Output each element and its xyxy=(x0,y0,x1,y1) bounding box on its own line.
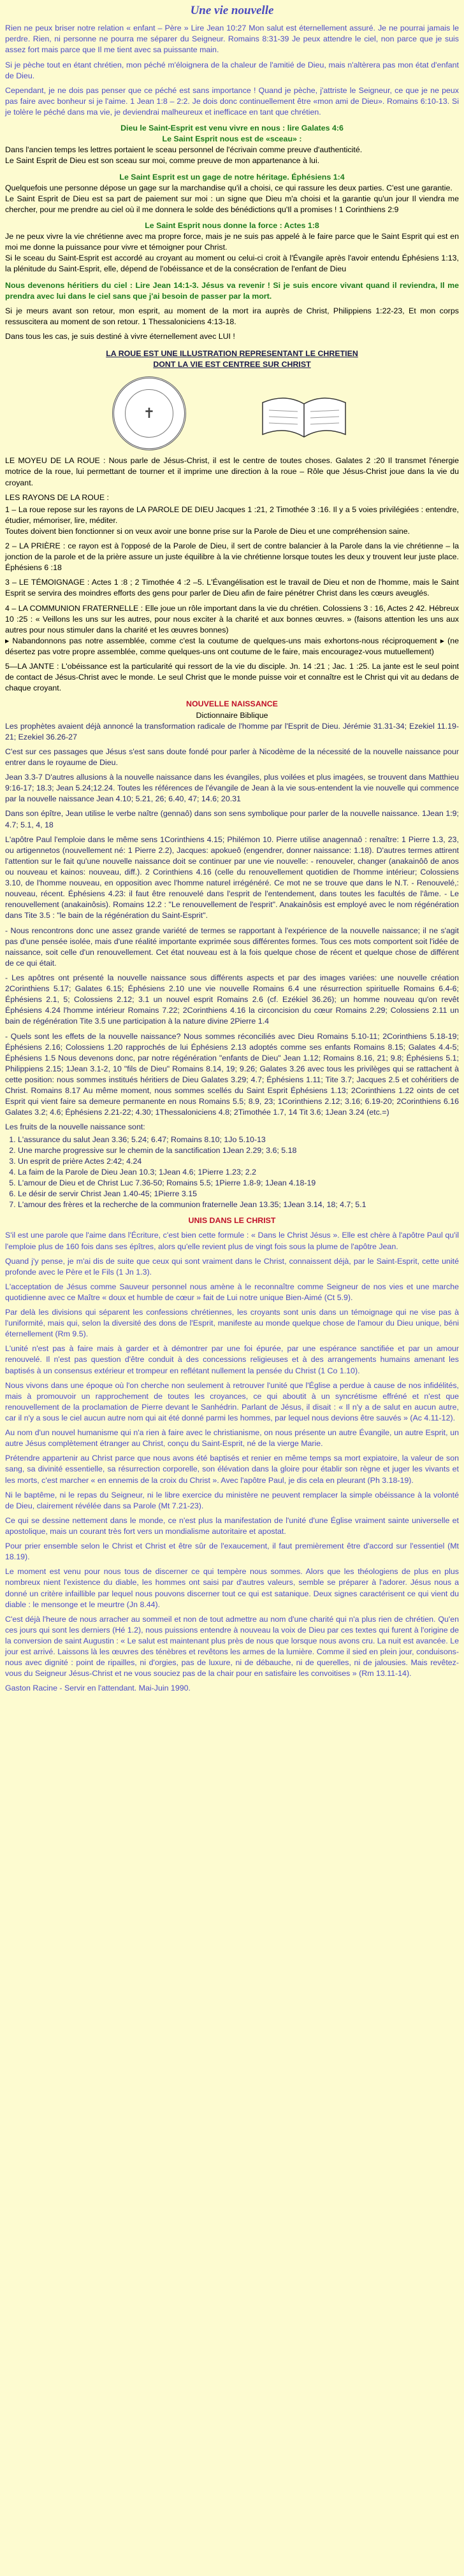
section-heading: Le Saint Esprit est un gage de notre héritage. Éphésiens 1:4 xyxy=(119,172,345,182)
nn-paragraph: - Nous rencontrons donc une assez grande variété de termes se rapportant à l'expérience de la nouvelle naissance; il ne s'agit pas d'une pensée isolée, mais d'une réalité importante exprimée sous différentes formes. Tous ces mots comportent soit l'idée de naissance, soit celle d'un renouvellement. Cet état nouveau est à la fois quelque chose de récent et quelque chose de différent de ce qui était. xyxy=(5,926,459,968)
unis-paragraph: L'acceptation de Jésus comme Sauveur personnel nous amène à le reconnaître comme Seigneur de nos vies et une marche quotidienne avec ce Maître « doux et humble de cœur » fait de Lui notre unique Bien-Aimé (Ct 5.9). xyxy=(5,1282,459,1302)
rayon-4-detail: ▸ Nabandonnons pas notre assemblée, comme c'est la coutume de quelques-uns mais exhortons-nous réciproquement ▸ (ne désertez pas votre propre assemblée, comme quelques-uns ont coutume de le faire, mais encouragez-vous mutuellement) xyxy=(5,636,459,657)
nn-paragraph: L'apôtre Paul l'emploie dans le même sens 1Corinthiens 4.15; Philémon 10. Pierre utilise anagennaô : renaître: 1 Pierre 1.3, 23, ou artigennetos (nouvellement né: 1 Pierre 2.2), Jacques: apokueô (engendrer, donner naissance: 1.18). D'autres termes attirent l'attention sur le fait qu'une nouvelle naissance doit se continuer par une vie nouvelle: - renouveler, changer (anakainôô de anos ou nouveau et kainos: nouveau, diff.). 2 Corinthiens 4.16 (celle du renouvellement quotidien de l'homme intérieur; Colossiens 3.10, de l'homme nouveau, en opposition avec l'homme naturel irrégénéré. Ce mot ne se trouve que dans le N.T. - Renouvelé,: nouveau, récent. Éphésiens 4.23: il faut être renouvelé dans l'esprit de l'entendement, dans toutes les facultés de l'âme. - Le renouvellement (anakainôsis). Romains 12.2 : "Le renouvellement de l'esprit". Anakainôsis est employé avec le nom régénération dans Tite 3.5 : "le bain de la régénération du Saint-Esprit". xyxy=(5,834,459,920)
section-heading: NOUVELLE NAISSANCE xyxy=(186,699,278,709)
section-paragraph: Je ne peux vivre la vie chrétienne avec ma propre force, mais je ne suis pas appelé à le faire parce que le Saint Esprit qui est en moi me donne la puissance pour vivre et témoigner pour Christ. xyxy=(5,232,459,252)
wheel-illustration xyxy=(5,376,459,450)
unis-paragraph: Nous vivons dans une époque où l'on cherche non seulement à retrouver l'unité que l'Église a perdue à cause de nos infidélités, mais à promouvoir un rapprochement de toutes les croyances, ce qui aboutit à un syncrétisme effréné et n'est que renouvellement de la proclamation de Pierre devant le Sanhédrin. Parlant de Jésus, il disait : « Il n'y a de salut en aucun autre, car il n'y a sous le ciel aucun autre nom qui ait été donné parmi les hommes, par lequel nous devions être sauvés » (Ac 4.11-12). xyxy=(5,1380,459,1423)
unis-paragraph: Prétendre appartenir au Christ parce que nous avons été baptisés et renier en même temps sa mort expiatoire, la valeur de son sang, sa divinité essentielle, sa résurrection corporelle, son élévation dans la gloire pour établir son règne et juger les vivants et les morts, c'est marcher « en ennemis de la croix du Christ ». Avec l'apôtre Paul, je dis cela en pleurant (Ph 3.18-19). xyxy=(5,1454,459,1485)
section-heading: Le Saint Esprit nous donne la force : Actes 1:8 xyxy=(145,220,319,230)
unis-paragraph: Le moment est venu pour nous tous de discerner ce qui tempère nous sommes. Alors que les théologiens de plus en plus nombreux nient l'existence du diable, les hommes ont saisi par d'autres valeurs, semble se préparer à l'adorer. Jésus nous a donné un critère infaillible par lequel nous pouvons discerner tout ce qui est satanique. Deux signes caractérisent ce qui vient du diable : le mensonge et le meurtre (Jn 8.44). xyxy=(5,1567,459,1609)
rayon-2: 2 – LA PRIÈRE : ce rayon est à l'opposé de la Parole de Dieu, il sert de contre balancier à la Parole dans la vie chrétienne – la jonction de la parole et de la prière assure un juste équilibre à la vie chrétienne lorsque toutes les deux y trouvent leur juste place. Éphésiens 6 :18 xyxy=(5,541,459,573)
wheel-heading-line-2: DONT LA VIE EST CENTREE SUR CHRIST xyxy=(153,360,311,369)
intro-paragraph-3: Cependant, je ne dois pas penser que ce péché est sans importance ! Quand je pèche, j'attriste le Seigneur, ce que je ne peux pas faire avec bonheur si je l'aime. 1 Jean 1:8 – 2:2. Je dois donc continuellement être «mon ami de Dieu». Romains 6:10-13. Si je tolère le péché dans ma vie, je deviendrai malheureux et inefficace en tant que chrétien. xyxy=(5,85,459,117)
open-bible-icon xyxy=(256,383,352,444)
section-paragraph: Quelquefois une personne dépose un gage sur la marchandise qu'il a choisi, ce qui rassure les deux parties. C'est une garantie. xyxy=(5,183,453,192)
fruits-list xyxy=(5,1134,459,1211)
section-heading: UNIS DANS LE CHRIST xyxy=(188,1216,276,1226)
intro-paragraph-1: Rien ne peux briser notre relation « enfant – Père » Lire Jean 10:27 Mon salut est éternellement assuré. Je ne pourrai jamais le perdre. Rien, ni personne ne pourra me séparer du Seigneur. Romains 8:31-39 Je peux attendre le ciel, non parce que je suis assez fort mais parce que Il me tient avec sa puissante main. xyxy=(5,24,459,55)
list-item: 2. Une marche progressive sur le chemin de la sanctification 1Jean 2.29; 3.6; 5.18 xyxy=(18,1145,459,1156)
section-paragraph: Le Saint Esprit de Dieu est sa part de paiement sur moi : un signe que Dieu m'a choisi et la garantie qu'un jour Il viendra me chercher, pour me prendre au ciel où il me donnera le solde des bénédictions qu'Il a promises ! 1 Corinthiens 2:9 xyxy=(5,194,459,214)
section-heritiers xyxy=(5,280,459,343)
rayon-4: 4 – LA COMMUNION FRATERNELLE : Elle joue un rôle important dans la vie du chrétien. Colossiens 3 : 16, Actes 2 42. Hébreux 10 :25 : « Veillons les uns sur les autres, pour nous exciter à la charité et aux bonnes œuvres. » (faisons attention les uns aux autres pour nous stimuler dans la charité et les œuvres bonnes) xyxy=(5,603,459,634)
unis-paragraph: C'est déjà l'heure de nous arracher au sommeil et non de tout admettre au nom d'une charité qui n'a plus rien de chrétien. Qu'en ces jours qui sont les derniers (Hé 1.2), nous puissions entendre à nouveau la voix de Dieu par ces textes qui furent à l'origine de la conversion de saint Augustin : « Le salut est maintenant plus près de nous que lorsque nous avons cru. La nuit est avancée. Le jour est arrivé. Laissons là les œuvres des ténèbres et revêtons les armes de la lumière. Comme il sied en plein jour, conduisons-nous avec dignité : point de ripailles, ni d'orgies, pas de luxure, ni de débauche, ni de querelles, ni de jalousies. Mais revêtez-vous du Seigneur Jésus-Christ et ne vous souciez pas de la chair pour en satisfaire les convoitises » (Rm 13.11-14). xyxy=(5,1614,459,1678)
section-gage xyxy=(5,172,459,215)
nn-paragraph: C'est sur ces passages que Jésus s'est sans doute fondé pour parler à Nicodème de la nécessité de la nouvelle naissance pour entrer dans le royaume de Dieu. xyxy=(5,747,459,768)
list-item: 3. Un esprit de prière Actes 2:42; 4.24 xyxy=(18,1156,459,1167)
cross-icon: ✝ xyxy=(125,389,173,438)
list-item: 6. Le désir de servir Christ Jean 1.40-45; 1Pierre 3.15 xyxy=(18,1189,459,1199)
nn-paragraph: - Les apôtres ont présenté la nouvelle naissance sous différents aspects et par des images variées: une nouvelle création 2Corinthiens 5.17; Galates 6.15; Éphésiens 2.10 une vie nouvelle Romains 6.4 une résurrection spirituelle Romains 6.4-6; Éphésiens 2.1, 5; Colossiens 2.12; 3.1 un nouvel esprit Romains 2.6 (cf. Ezékiel 36.26); un homme nouveau qu'on revêt Éphésiens 4.24 l'homme intérieur Romains 7.22; 2Corinthiens 4.16 la circoncision du cœur Romains 2.29; Colossiens 2.11 un bain de régénération Tite 3.5 une participation à la nature divine 2Pierre 1.4 xyxy=(5,973,459,1026)
rayon-1: 1 – La roue repose sur les rayons de LA PAROLE DE DIEU Jacques 1 :21, 2 Timothée 3 :16. Il y a 5 voies privilégiées : entendre, étudier, mémoriser, lire, méditer. xyxy=(5,504,459,525)
rayons-heading: LES RAYONS DE LA ROUE : xyxy=(5,492,109,502)
moyeu-paragraph: LE MOYEU DE LA ROUE : Nous parle de Jésus-Christ, il est le centre de toutes choses. Galates 2 :20 Il transmet l'énergie motrice de la roue, lui permettant de tourner et il imprime une direction à la roue – Rôle que Jésus-Christ joue dans la vie du croyant. xyxy=(5,456,459,487)
intro-section xyxy=(5,23,459,118)
list-item: 4. La faim de la Parole de Dieu Jean 10.3; 1Jean 4.6; 1Pierre 1.23; 2.2 xyxy=(18,1167,459,1178)
section-heading: Dieu le Saint-Esprit est venu vivre en nous : lire Galates 4:6 xyxy=(120,124,344,133)
unis-paragraph: Au nom d'un nouvel humanisme qui n'a rien à faire avec le christianisme, on nous présente un autre Évangile, un autre Esprit, un autre Jésus complètement étranger au Christ, conçu du Saint-Esprit, né de la vierge Marie. xyxy=(5,1428,459,1449)
section-force xyxy=(5,220,459,275)
wheel-heading-line-1: LA ROUE EST UNE ILLUSTRATION REPRESENTANT LE CHRETIEN xyxy=(106,349,358,359)
section-paragraph: Si le sceau du Saint-Esprit est accordé au croyant au moment ou celui-ci croit à l'Évangile après l'avoir entendu Éphésiens 1:13, la plénitude du Saint-Esprit, elle, dépend de l'obéissance et de la consécration de l'enfant de Dieu xyxy=(5,254,459,274)
section-saint-esprit xyxy=(5,123,459,166)
section-paragraph: Dans l'ancien temps les lettres portaient le sceau personnel de l'écrivain comme preuve d'authenticité. xyxy=(5,145,363,155)
unis-paragraph: L'unité n'est pas à faire mais à garder et à démontrer par une foi épurée, par une espérance sanctifiée et par un amour renouvelé. Il n'est pas question d'être conduit à des concessions religieuses et à des arrangements humains amenant les baptisés à un consensus extérieur et trompeur en reflétant nullement la pensée du Christ (1 Co 1.10). xyxy=(5,1344,459,1375)
unis-paragraph: Pour prier ensemble selon le Christ et Christ et être sûr de l'exaucement, il faut premièrement être d'accord sur l'essentiel (Mt 18.19). xyxy=(5,1542,459,1562)
unis-paragraph: S'il est une parole que l'aime dans l'Écriture, c'est bien cette formule : « Dans le Christ Jésus ». Elle est chère à l'apôtre Paul qu'il l'emploie plus de 160 fois dans ses épîtres, alors qu'elle revient plus de vingt fois sous la plume de l'apôtre Jean. xyxy=(5,1231,459,1251)
list-item: 1. L'assurance du salut Jean 3.36; 5.24; 6.47; Romains 8.10; 1Jo 5.10-13 xyxy=(18,1134,459,1145)
wheel-badge-image xyxy=(112,376,186,450)
unis-paragraph: Par delà les divisions qui séparent les confessions chrétiennes, les croyants sont unis dans un témoignage qui ne vise pas à l'uniformité, mais qui, selon la diversité des dons de l'Esprit, manifeste au monde quelque chose de l'amour du Dieu unique, béni éternellement (Rm 9.5). xyxy=(5,1308,459,1339)
rayon-3: 3 – LE TÉMOIGNAGE : Actes 1 :8 ; 2 Timothée 4 :2 –5. L'Évangélisation est le travail de Dieu et non de l'homme, mais le Saint Esprit se servira des moindres efforts des gens pour parler de Dieu afin de faire pénétrer Christ dans les cœurs aveuglés. xyxy=(5,578,459,598)
page-title: Une vie nouvelle xyxy=(190,4,274,17)
fruits-heading: Les fruits de la nouvelle naissance sont: xyxy=(5,1122,145,1132)
list-item: 5. L'amour de Dieu et de Christ Luc 7.36-50; Romains 5.5; 1Pierre 1.8-9; 1Jean 4.18-19 xyxy=(18,1178,459,1189)
nn-paragraph: - Quels sont les effets de la nouvelle naissance? Nous sommes réconciliés avec Dieu Romains 5.10-11; 2Corinthiens 5.18-19; Éphésiens 2.16; Colossiens 1.20 rapprochés de lui Éphésiens 2.13 adoptés comme ses enfants Romains 8.15; Galates 4.4-5; Éphésiens 1.5 Nous devenons donc, par notre régénération "enfants de Dieu" Jean 1.12; Romains 8.16, 21; 9.8; Éphésiens 5.1; Philippiens 2.15; 1Jean 3.1-2, 10 "fils de Dieu" Romains 8.14, 19; 9.26; Galates 3.26 avec tous les privilèges qui se rattachent à cette position: nous sommes institués héritiers de Dieu Galates 3.29; 4.7; Éphésiens 1.11; Tite 3.7; Jacques 2.5 et cohéritiers de Christ. Romains 8.17 Au même moment, nous sommes scellés du Saint Esprit Éphésiens 1.13; 2Corinthiens 1.22 oints de cet Esprit qui vient faire sa demeure permanente en nous Romains 5.5; 8.9, 23; 1Corinthiens 2.12; 3.16; 6.19-20; 2Corinthiens 6.16 Galates 3.2; 4.6; Éphésiens 2.21-22; 4.30; 1Thessaloniciens 4.8; 2Timothée 1.7, 14 Tit 3.6; 1Jean 3.24 (etc.=) xyxy=(5,1031,459,1117)
section-subheading: Le Saint Esprit nous est de «sceau» : xyxy=(162,134,302,144)
intro-paragraph-2: Si je pèche tout en étant chrétien, mon péché m'éloignera de la chaleur de l'amitié de Dieu, mais n'altèrera pas mon état d'enfant de Dieu. xyxy=(5,60,459,80)
section-paragraph: Dans tous les cas, je suis destiné à vivre éternellement avec LUI ! xyxy=(5,331,235,341)
section-subheading: Dictionnaire Biblique xyxy=(196,710,268,720)
rayon-5: 5—LA JANTE : L'obéissance est la particularité qui ressort de la vie du disciple. Jn. 14 :21 ; Jac. 1 :25. La jante est le seul point de contact de Jésus-Christ avec le monde. Le seul Christ que le monde puisse voir et connaître est le Christ qui vit au dedans de chaque croyant. xyxy=(5,662,459,693)
signature: Gaston Racine - Servir en l'attendant. Mai-Juin 1990. xyxy=(5,1684,191,1693)
section-heading: Nous devenons héritiers du ciel : Lire Jean 14:1-3. Jésus va revenir ! Si je suis encore vivant quand il reviendra, Il me prendra avec lui dans le ciel sans que j'ai besoin de passer par la mort. xyxy=(5,280,459,301)
rayons-section xyxy=(5,492,459,694)
unis-paragraph: Ce qui se dessine nettement dans le monde, ce n'est plus la manifestation de l'unité d'une Église vraiment sainte universelle et apostolique, mais un courant très fort vers un mondialisme autoritaire et apostat. xyxy=(5,1515,459,1536)
nn-paragraph: Les prophètes avaient déjà annoncé la transformation radicale de l'homme par l'Esprit de Dieu. Jérémie 31.31-34; Ezekiel 11.19-21; Ezekiel 36.26-27 xyxy=(5,721,459,741)
nouvelle-naissance-section xyxy=(5,699,459,1210)
unis-section xyxy=(5,1215,459,1694)
nn-paragraph: Jean 3.3-7 D'autres allusions à la nouvelle naissance dans les évangiles, plus voilées et plus imagées, se trouvent dans Matthieu 9:16-17; 18.3; Jean 5.24;12.24. Toutes les références de l'évangile de Jean à la vie sous-entendent la vie nouvelle qui commence par la nouvelle naissance Jean 4.10; 5.21, 26; 6.40, 47; 14.6; 20.31 xyxy=(5,773,459,804)
nn-paragraph: Dans son épître, Jean utilise le verbe naître (gennaô) dans son sens symbolique pour parler de la nouvelle naissance. 1Jean 1:9; 4.7; 5.1, 4, 18 xyxy=(5,809,459,829)
rayon-1-detail: Toutes doivent bien fonctionner si on veux avoir une bonne prise sur la Parole de Dieu et une compréhension saine. xyxy=(5,526,410,536)
unis-paragraph: Ni le baptême, ni le repas du Seigneur, ni le libre exercice du ministère ne peuvent remplacer la simple obéissance à la volonté de Dieu, clairement révélée dans sa Parole (Mt 7.21-23). xyxy=(5,1490,459,1510)
section-paragraph: Le Saint Esprit de Dieu est son sceau sur moi, comme preuve de mon appartenance à lui. xyxy=(5,156,320,166)
section-paragraph: Si je meurs avant son retour, mon esprit, au moment de la mort ira auprès de Christ, Philippiens 1:22-23, Et mon corps ressuscitera au moment de son retour. 1 Thessaloniciens 4:13-18. xyxy=(5,306,459,326)
unis-paragraph: Quand j'y pense, je m'ai dis de suite que ceux qui sont vraiment dans le Christ, connaissent déjà, par le Saint-Esprit, cette unité profonde avec le Père et le Fils (1 Jn 1.3). xyxy=(5,1256,459,1277)
wheel-heading xyxy=(5,348,459,370)
list-item: 7. L'amour des frères et la recherche de la communion fraternelle Jean 13.35; 1Jean 3.14, 18; 4.7; 5.1 xyxy=(18,1199,459,1210)
